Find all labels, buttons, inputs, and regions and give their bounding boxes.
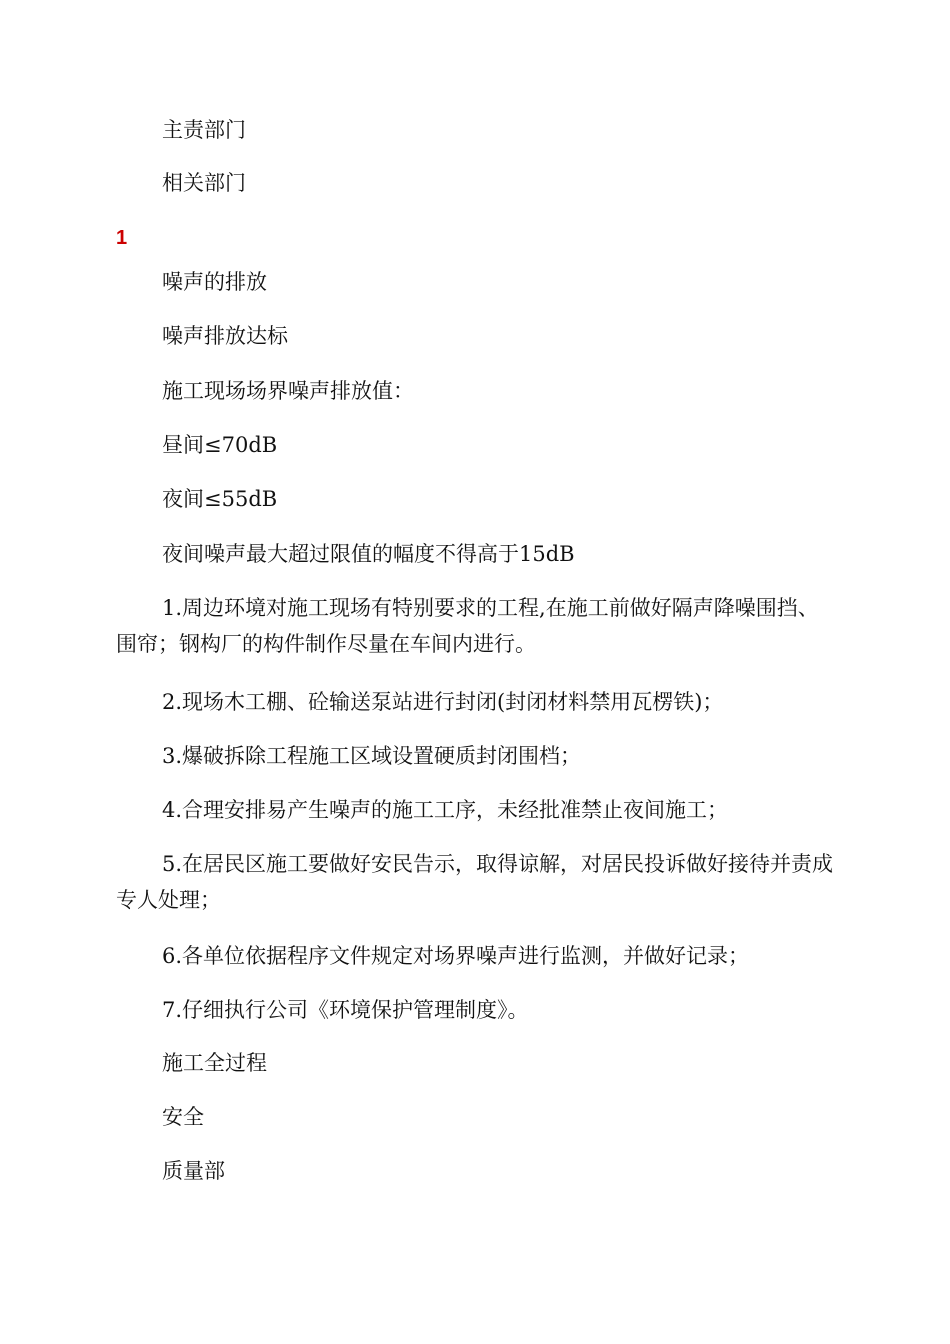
item-number: 1 xyxy=(116,227,128,249)
measure-item: 4.合理安排易产生噪声的施工工序，未经批准禁止夜间施工； xyxy=(162,798,729,822)
main-department-label: 主责部门 xyxy=(162,118,246,142)
environmental-aspect: 噪声的排放 xyxy=(162,270,267,294)
night-peak-noise-limit: 夜间噪声最大超过限值的幅度不得高于15dB xyxy=(162,542,575,566)
daytime-noise-limit: 昼间≤70dB xyxy=(162,433,278,457)
measure-item: 7.仔细执行公司《环境保护管理制度》。 xyxy=(162,998,529,1022)
related-department-label: 相关部门 xyxy=(162,171,246,195)
measure-item: 1.周边环境对施工现场有特别要求的工程,在施工前做好隔声降噪围挡、围帘；钢构厂的构件制作尽量在车间内进行。 xyxy=(116,596,819,656)
noise-limit-title: 施工现场场界噪声排放值： xyxy=(162,379,414,403)
measure-item: 6.各单位依据程序文件规定对场界噪声进行监测，并做好记录； xyxy=(162,944,750,968)
implementation-timing: 施工全过程 xyxy=(162,1051,267,1075)
nighttime-noise-limit: 夜间≤55dB xyxy=(162,487,278,511)
measure-item: 5.在居民区施工要做好安民告示，取得谅解，对居民投诉做好接待并责成专人处理； xyxy=(116,852,834,912)
measure-item: 2.现场木工棚、砼输送泵站进行封闭(封闭材料禁用瓦楞铁)； xyxy=(162,690,724,714)
measure-item: 3.爆破拆除工程施工区域设置硬质封闭围档； xyxy=(162,744,582,768)
responsible-party: 安全 xyxy=(162,1105,204,1129)
control-objective: 噪声排放达标 xyxy=(162,324,288,348)
related-party: 质量部 xyxy=(162,1159,225,1183)
